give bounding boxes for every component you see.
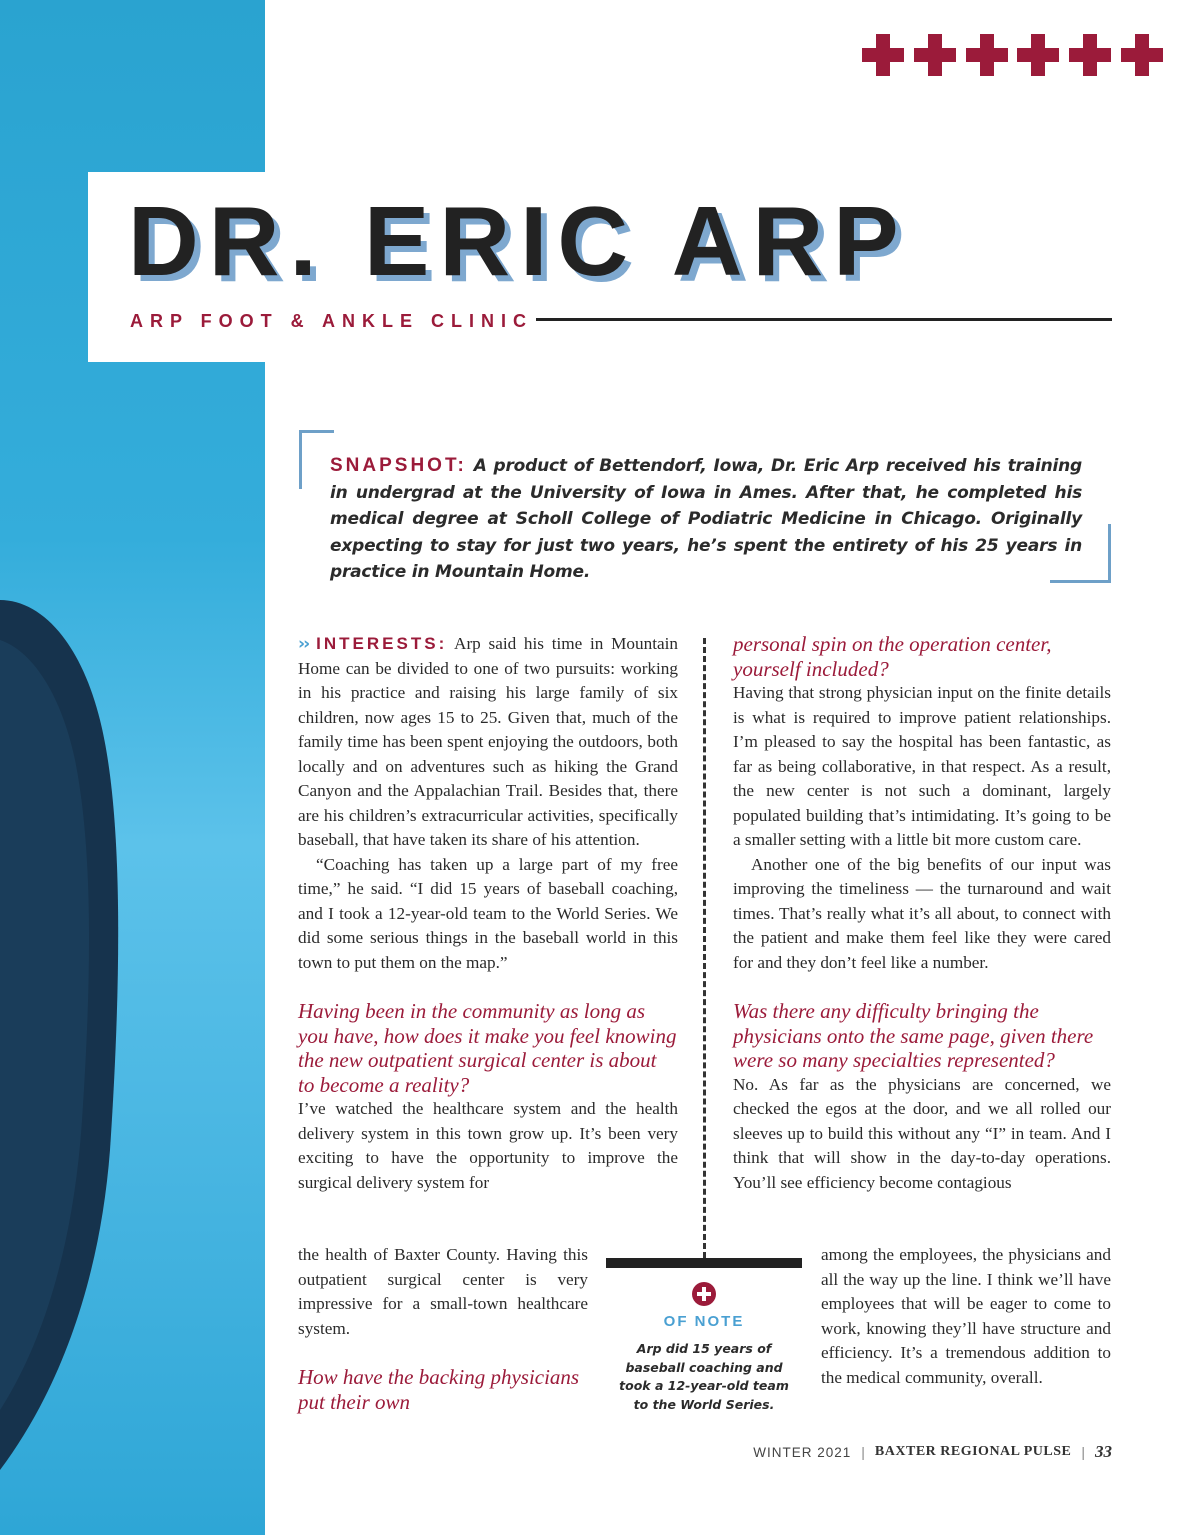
interests-text: Arp said his time in Mountain Home can be divided to one of two pursuits: working in his practice and raising his large family of six children, now ages 15 to 25. Given that, much of the family time has been spent enjoying the outdoors, both locally and on adventures such as hiking the Grand Canyon and the Appalachian Trail. Besides that, there are his children’s extracurricular activities, specifically baseball, that have taken its share of his attention. [298, 634, 678, 849]
cross-row [862, 34, 1162, 76]
of-note-text: Arp did 15 years of baseball coaching and took a 12-year-old team to the World Series. [619, 1341, 789, 1412]
right-column-narrow [821, 1243, 1111, 1390]
cross-icon [1121, 34, 1162, 76]
answer-3-wide: No. As far as the physicians are concerned, we checked the egos at the door, and we all rolled our sleeves up to build this without any “I” in team. And I think that will show in the day-to-day operations. You’ll see efficiency become contagious [733, 1074, 1111, 1192]
left-column-narrow [298, 1243, 588, 1414]
question-2-start: How have the backing physicians put their own [298, 1365, 580, 1414]
footer-separator: | [861, 1444, 865, 1460]
of-note-label: OF NOTE [663, 1313, 745, 1330]
clinic-name: ARP FOOT & ANKLE CLINIC [130, 311, 533, 331]
footer-separator: | [1081, 1444, 1085, 1460]
question-2-end: personal spin on the operation center, yourself included? [733, 632, 1052, 681]
bracket-top-left [299, 430, 334, 489]
footer-publication: BAXTER REGIONAL PULSE [874, 1444, 1072, 1459]
page-number: 33 [1095, 1442, 1112, 1461]
right-column [733, 632, 1111, 1195]
snapshot-label: SNAPSHOT: [330, 455, 467, 476]
answer-1-wide: I’ve watched the healthcare system and the health delivery system in this town grow up. It’s been very exciting to have the opportunity to improve the surgical delivery system for [298, 1099, 678, 1192]
page-title: DR. ERIC ARP [128, 186, 909, 296]
cross-icon [1069, 34, 1110, 76]
page-footer [753, 1441, 1112, 1463]
cross-icon [862, 34, 903, 76]
snapshot-block [330, 453, 1082, 586]
chevron-right-icon: ›› [298, 634, 309, 654]
snapshot-text: A product of Bettendorf, Iowa, Dr. Eric Arp received his training in undergrad at the University of Iowa in Ames. After that, he completed his medical degree at Scholl College of Podiatric Medicine in Chicago. Originally expecting to stay for just two years, he’s spent the entirety of his 25 years in practice in Mountain Home. [330, 456, 1082, 582]
interests-label: INTERESTS: [316, 634, 448, 653]
question-1: Having been in the community as long as you have, how does it make you feel knowing the new outpatient surgical center is about to become a reality? [298, 999, 677, 1097]
left-column [298, 632, 678, 1195]
question-3: Was there any difficulty bringing the physicians onto the same page, given there were so many specialties represented? [733, 999, 1094, 1072]
cross-icon [914, 34, 955, 76]
title-block [88, 172, 1200, 362]
answer-2-paragraph-2: Another one of the big benefits of our input was improving the timeliness — the turnaround and wait times. That’s really what it’s all about, to connect with the patient and make them feel like they were cared for and they don’t feel like a number. [733, 854, 1111, 972]
medical-cross-icon [692, 1282, 716, 1306]
answer-2-paragraph-1: Having that strong physician input on the finite details is what is required to improve patient relationships. I’m pleased to say the hospital has been fantastic, as far as being collaborative, in that respect. As a result, the new center is not such a dominant, largely populated building that’s intimidating. It’s going to be a smaller setting with a little bit more custom care. [733, 683, 1111, 849]
quote-paragraph: “Coaching has taken up a large part of my free time,” he said. “I did 15 years of baseball coaching, and I took a 12-year-old team to the World Series. We did some serious things in the baseball world in this town to put them on the map.” [298, 854, 678, 972]
answer-3-narrow: among the employees, the physicians and all the way up the line. I think we’ll have employees that will be eager to come to work, knowing they’ll have structure and efficiency. It’s a tremendous addition to the medical community, overall. [821, 1245, 1111, 1387]
column-divider [703, 638, 706, 1258]
cross-icon [1017, 34, 1058, 76]
divider [536, 318, 1112, 321]
of-note-bar [606, 1258, 802, 1268]
footer-issue: WINTER 2021 [753, 1444, 852, 1460]
cross-icon [966, 34, 1007, 76]
answer-1-narrow: the health of Baxter County. Having this outpatient surgical center is very impressive for a small-town healthcare system. [298, 1245, 588, 1338]
interests-paragraph [298, 632, 678, 853]
